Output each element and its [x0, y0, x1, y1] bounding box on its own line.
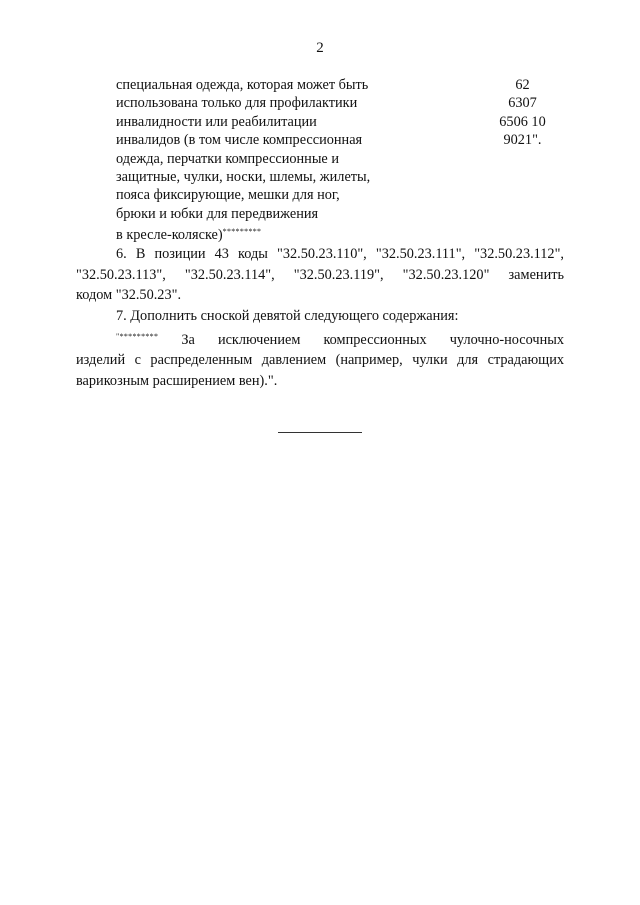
paragraph-line: "32.50.23.113", "32.50.23.114", "32.50.23.119", "32.50.23.120" заменить — [76, 266, 564, 283]
paragraph-line: изделий с распределенным давлением (например, чулки для страдающих — [76, 352, 564, 368]
page-number: 2 — [316, 40, 324, 56]
description-line: одежда, перчатки компрессионные и — [116, 150, 339, 167]
footnote-text-line — [76, 327, 564, 351]
footnote-mark: "********* — [116, 331, 159, 341]
table-codes-cell — [450, 76, 595, 150]
paragraph-line: варикозным расширением вен).". — [76, 372, 278, 389]
table-description-cell — [116, 76, 416, 245]
description-text: в кресле-коляске) — [116, 227, 223, 244]
description-line: защитные, чулки, носки, шлемы, жилеты, — [116, 169, 371, 186]
paragraph-line: 7. Дополнить сноской девятой следующего содержания: — [116, 308, 459, 324]
end-separator-line — [278, 432, 362, 433]
footnote-mark: ********* — [222, 227, 262, 237]
code-line: 9021". — [503, 132, 542, 149]
description-line: пояса фиксирующие, мешки для ног, — [116, 187, 340, 204]
description-line-last — [116, 223, 416, 244]
paragraph-line: 6. В позиции 43 коды "32.50.23.110", "32.50.23.111", "32.50.23.112", — [116, 246, 564, 262]
description-line: инвалидности или реабилитации — [116, 113, 317, 130]
code-line: 6506 10 — [499, 113, 546, 130]
paragraph-7 — [76, 306, 564, 391]
description-line: использована только для профилактики — [116, 95, 358, 112]
description-line: брюки и юбки для передвижения — [116, 205, 319, 222]
footnote-text: За исключением компрессионных чулочно-носочных — [158, 331, 564, 348]
description-line: специальная одежда, которая может быть — [116, 77, 369, 93]
description-line: инвалидов (в том числе компрессионная — [116, 132, 363, 149]
code-line: 6307 — [508, 95, 537, 112]
paragraph-line: кодом "32.50.23". — [76, 287, 182, 303]
paragraph-6 — [76, 244, 564, 306]
code-line: 62 — [515, 77, 530, 93]
